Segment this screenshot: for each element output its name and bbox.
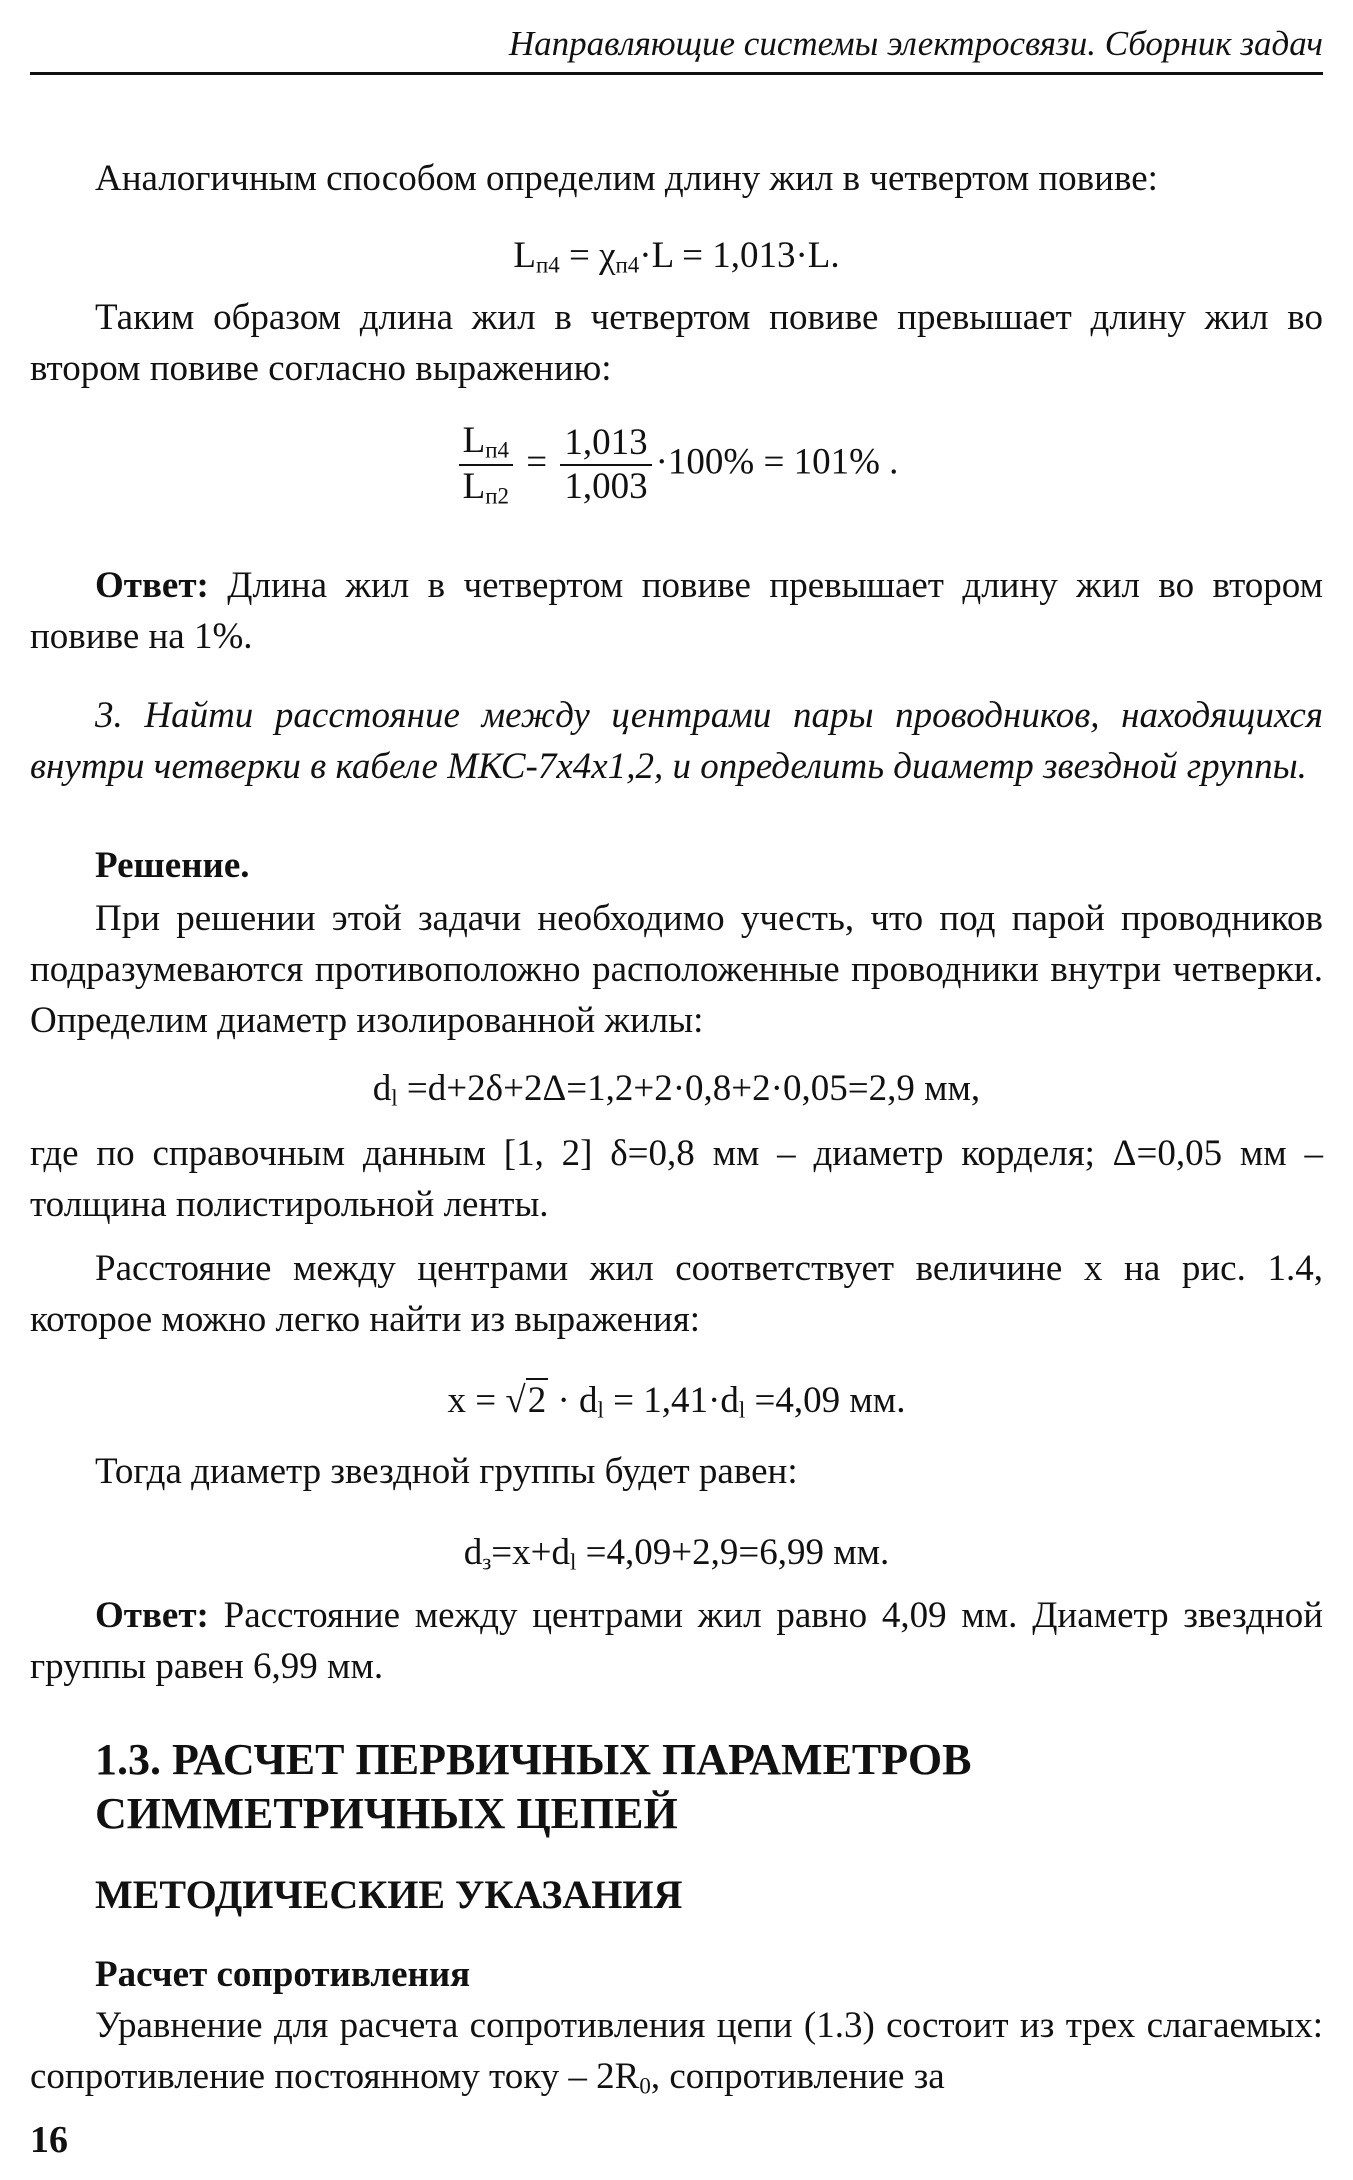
eq3-rhs: =d+2δ+2Δ=1,2+2·0,8+2·0,05=2,9 мм, (397, 1068, 981, 1109)
p7-sub: 0 (639, 2073, 651, 2099)
equation-d3 (30, 1527, 1323, 1588)
section-heading-line1: 1.3. РАСЧЕТ ПЕРВИЧНЫХ ПАРАМЕТРОВ (95, 1735, 972, 1784)
frac-l-num: L (462, 420, 486, 461)
sqrt-radicand: 2 (527, 1380, 547, 1421)
eq3-d: d (372, 1068, 392, 1109)
answer-2-text: Расстояние между центрами жил равно 4,09 мм. Диаметр звездной группы равен 6,99 мм. (30, 1595, 1323, 1687)
frac-l-den: L (462, 466, 486, 508)
answer-1-text: Длина жил в четвертом повиве превышает длину жил во втором повиве на 1%. (30, 565, 1323, 657)
eq2-rest: ·100% = 101% . (655, 441, 899, 483)
eq5-mid: =x+d (491, 1532, 570, 1573)
eq5-d2-sub: l (569, 1549, 577, 1575)
eq2-equals: = (526, 441, 548, 483)
eq5-d: d (463, 1532, 483, 1573)
sqrt-2 (505, 1375, 548, 1426)
p7-end: , сопротивление за (650, 2056, 945, 2097)
eq3-d-sub: l (391, 1085, 398, 1111)
sqrt-sign: √ (505, 1380, 526, 1421)
paragraph-resistance (30, 2000, 1323, 2112)
answer-2 (30, 1590, 1323, 1692)
eq5-rest: =4,09+2,9=6,99 мм. (576, 1532, 890, 1573)
section-heading-line2: СИММЕТРИЧНЫХ ЦЕПЕЙ (95, 1789, 678, 1838)
paragraph-star-diameter: Тогда диаметр звездной группы будет равен: (95, 1451, 798, 1492)
eq4-rest2: =4,09 мм. (745, 1380, 906, 1421)
equation-d1 (30, 1063, 1323, 1124)
answer-1 (30, 560, 1323, 662)
answer-2-label: Ответ: (95, 1595, 209, 1636)
section-heading (95, 1733, 1323, 1841)
eq1-lhs: L (513, 235, 536, 276)
eq4-mid: · d (548, 1380, 598, 1421)
frac-num-1013: 1,013 (560, 422, 651, 467)
subsubsection-heading: Расчет сопротивления (95, 1954, 471, 1995)
equation-ratio (30, 420, 1323, 510)
eq4-x: x = (447, 1380, 506, 1421)
subsection-heading: МЕТОДИЧЕСКИЕ УКАЗАНИЯ (95, 1872, 683, 1917)
eq4-d2-sub: l (738, 1397, 746, 1423)
fraction-l (459, 420, 513, 510)
frac-den-1003: 1,003 (564, 466, 648, 508)
paragraph-reference-data: где по справочным данным [1, 2] δ=0,8 мм – диаметр корделя; Δ=0,05 мм – толщина полистирольной ленты. (30, 1133, 1323, 1225)
eq1-rhs: ·L = 1,013·L. (639, 235, 840, 276)
frac-l-den-sub: п2 (485, 483, 509, 509)
equation-x (30, 1375, 1323, 1436)
eq1-chi-sub: п4 (615, 252, 640, 278)
fraction-numbers (560, 422, 651, 509)
page-number: 16 (30, 2119, 68, 2161)
frac-l-num-sub: п4 (485, 437, 509, 463)
paragraph-distance: Расстояние между центрами жил соответствует величине х на рис. 1.4, которое можно легко найти из выражения: (30, 1248, 1323, 1340)
running-header: Направляющие системы электросвязи. Сборник задач (508, 24, 1323, 63)
eq1-chi: χ (599, 235, 616, 276)
solution-label: Решение. (95, 845, 250, 886)
eq1-lhs-sub: п4 (535, 252, 560, 278)
header-rule (30, 72, 1323, 75)
equation-l-p4 (30, 230, 1323, 291)
eq1-equals: = (559, 235, 600, 276)
paragraph-solution: При решении этой задачи необходимо учесть, что под парой проводников подразумеваются противоположно расположенные проводники внутри четверки. Определим диаметр изолированной жилы: (30, 898, 1323, 1041)
task-3-statement: 3. Найти расстояние между центрами пары проводников, находящихся внутри четверки в кабеле МКС-7х4х1,2, и определить диаметр звездной группы. (30, 695, 1323, 787)
eq4-rest1: = 1,41·d (603, 1380, 739, 1421)
eq4-d-sub: l (597, 1397, 604, 1423)
p7-text: Уравнение для расчета сопротивления цепи (1.3) состоит из трех слагаемых: сопротивление постоянному току – 2R (30, 2005, 1323, 2097)
paragraph-comparison: Таким образом длина жил в четвертом повиве превышает длину жил во втором повиве согласно выражению: (30, 297, 1323, 389)
answer-1-label: Ответ: (95, 565, 209, 606)
eq5-d-sub: з (482, 1549, 492, 1575)
paragraph-analog-method: Аналогичным способом определим длину жил в четвертом повиве: (95, 158, 1158, 199)
